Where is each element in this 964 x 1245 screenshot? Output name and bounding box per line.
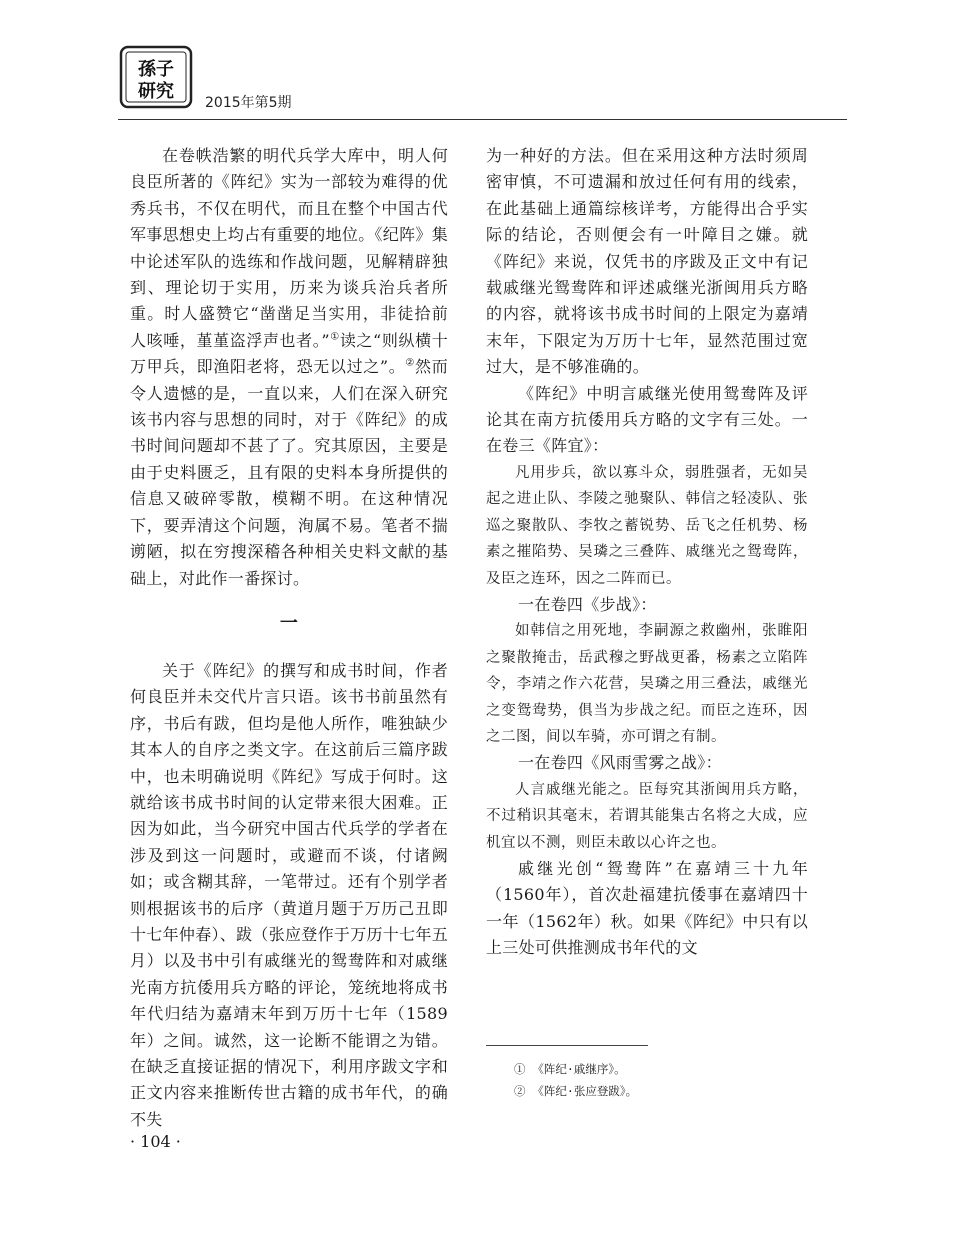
svg-text:孫子: 孫子	[138, 59, 174, 80]
quote-fengyu: 人言戚继光能之。臣每究其浙闽用兵方略，不过稍识其毫末，若谓其能集古名将之大成，应机宜以不测，则臣未敢以心许之也。	[486, 781, 808, 851]
left-column	[130, 143, 448, 1133]
section-heading: 一	[279, 612, 299, 634]
intro-paragraph: 在卷帙浩繁的明代兵学大库中，明人何良臣所著的《阵纪》实为一部较为难得的优秀兵书，不仅在明代，而且在整个中国古代军事思想史上均占有重要的地位。《纪阵》集中论述军队的选练和作战问题，见解精辟独到、理论切于实用，历来为谈兵治兵者所重。时人盛赞它“凿凿足当实用，非徒拾前人咳唾，堇堇盗浮声也者。”①读之“则纵横十万甲兵，即渔阳老将，恐无以过之”。②然而令人遗憾的是，一直以来，人们在深入研究该书内容与思想的同时，对于《阵纪》的成书时间问题却不甚了了。究其原因，主要是由于史料匮乏，且有限的史料本身所提供的信息又破碎零散，模糊不明。在这种情况下，要弄清这个问题，洵属不易。笔者不揣谫陋，拟在穷搜深稽各种相关史料文献的基础上，对此作一番探讨。	[130, 146, 449, 588]
section-one-paragraph: 关于《阵纪》的撰写和成书时间，作者何良臣并未交代片言只语。该书书前虽然有序，书后有跋，但均是他人所作，唯独缺少其本人的自序之类文字。在这前后三篇序跋中，也未明确说明《阵纪》写成于何时。这就给该书成书时间的认定带来很大困难。正因为如此，当今研究中国古代兵学的学者在涉及到这一问题时，或避而不谈，付诸阙如；或含糊其辞，一笔带过。还有个别学者则根据该书的后序（黄道月题于万历己丑即十七年仲春）、跋（张应登作于万历十七年五月）以及书中引有戚继光的鸳鸯阵和对戚继光南方抗倭用兵方略的评论，笼统地将成书年代归结为嘉靖末年到万历十七年（1589年）之间。诚然，这一论断不能谓之为错。在缺乏直接证据的情况下，利用序跋文字和正文内容来推断传世古籍的成书年代，的确不失	[130, 660, 449, 1129]
three-places-paragraph: 《阵纪》中明言戚继光使用鸳鸯阵及评论其在南方抗倭用兵方略的文字有三处。一在卷三《阵宜》：	[486, 383, 808, 456]
journal-logo	[118, 44, 194, 110]
issue-label: 2015年第5期	[205, 95, 292, 111]
footnotes	[514, 1058, 637, 1102]
header-rule	[118, 119, 847, 120]
footnote-ref-2[interactable]: ②	[405, 357, 416, 369]
qi-jiguang-paragraph: 戚继光创“鸳鸯阵”在嘉靖三十九年（1560年），首次赴福建抗倭事在嘉靖四十一年（1562年）秋。如果《阵纪》中只有以上三处可供推测成书年代的文	[486, 858, 808, 958]
footnote-ref-1[interactable]: ①	[329, 331, 340, 343]
page-number: · 104 ·	[130, 1132, 181, 1151]
svg-text:研究: 研究	[138, 81, 174, 102]
continuation-paragraph: 为一种好的方法。但在采用这种方法时须周密审慎，不可遗漏和放过任何有用的线索，在此基础上通篇综核详考，方能得出合乎实际的结论，否则便会有一叶障目之嫌。就《阵纪》来说，仅凭书的序跋及正文中有记载戚继光鸳鸯阵和评述戚继光浙闽用兵方略的内容，就将该书成书时间的上限定为嘉靖末年，下限定为万历十七年，显然范围过宽过大，是不够准确的。	[486, 146, 808, 377]
footnote-1: ① 《阵纪·戚继序》。	[514, 1062, 626, 1076]
quote-buzhan: 如韩信之用死地，李嗣源之救幽州，张睢阳之聚散掩击，岳武穆之野战更番，杨素之立陷阵令，李靖之作六花营，吴璘之用三叠法，戚继光之变鸳鸯势，俱当为步战之纪。而臣之连环，因之二图，间以车骑，亦可谓之有制。	[486, 623, 808, 745]
buzhan-intro: 一在卷四《步战》：	[518, 594, 657, 614]
fengyu-intro: 一在卷四《风雨雪雾之战》：	[518, 753, 722, 773]
quote-zhenyi: 凡用步兵，欲以寡斗众，弱胜强者，无如吴起之进止队、李陵之驰聚队、韩信之轻凌队、张巡之聚散队、李牧之蓄锐势、岳飞之任机势、杨素之摧陷势、吴璘之三叠阵、戚继光之鸳鸯阵，及臣之连环，因之二阵而已。	[486, 464, 808, 587]
right-column	[486, 143, 808, 962]
footnote-2: ② 《阵纪·张应登跋》。	[514, 1084, 638, 1098]
footnote-rule	[486, 1045, 648, 1046]
